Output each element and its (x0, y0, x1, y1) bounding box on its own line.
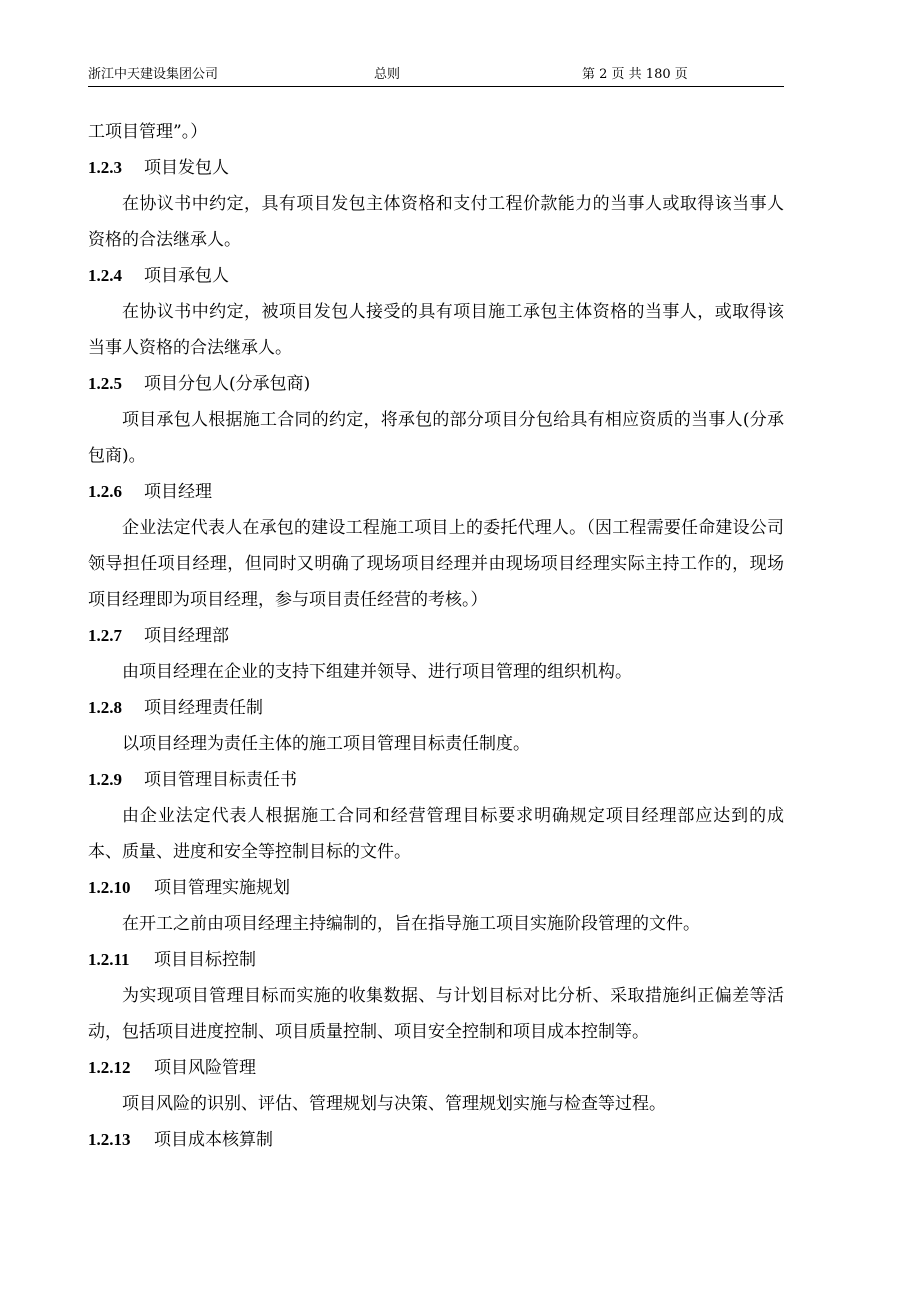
section-number: 1.2.11 (88, 950, 130, 969)
header-section: 总则 (374, 67, 401, 82)
section-number: 1.2.7 (88, 626, 122, 645)
section-body: 项目承包人根据施工合同的约定，将承包的部分项目分包给具有相应资质的当事人(分承包商)。 (88, 410, 784, 466)
section-heading (88, 1122, 784, 1158)
section-body: 由项目经理在企业的支持下组建并领导、进行项目管理的组织机构。 (122, 662, 632, 682)
section-number: 1.2.6 (88, 482, 122, 501)
section-heading (88, 1050, 784, 1086)
section-heading (88, 942, 784, 978)
section-number: 1.2.9 (88, 770, 122, 789)
document-body (88, 114, 784, 1158)
section-title: 项目管理目标责任书 (144, 770, 297, 790)
section-body: 由企业法定代表人根据施工合同和经营管理目标要求明确规定项目经理部应达到的成本、质量、进度和安全等控制目标的文件。 (88, 806, 784, 862)
section-number: 1.2.5 (88, 374, 122, 393)
section-title: 项目目标控制 (154, 950, 256, 970)
section-title: 项目风险管理 (154, 1058, 256, 1078)
section-title: 项目承包人 (144, 266, 229, 286)
section-title: 项目经理 (144, 482, 212, 502)
section-title: 项目管理实施规划 (154, 878, 290, 898)
section-title: 项目成本核算制 (154, 1130, 273, 1150)
section-heading (88, 762, 784, 798)
section-number: 1.2.3 (88, 158, 122, 177)
section-title: 项目分包人(分承包商) (144, 374, 311, 394)
section-heading (88, 618, 784, 654)
section-number: 1.2.10 (88, 878, 131, 897)
section-body: 企业法定代表人在承包的建设工程施工项目上的委托代理人。（因工程需要任命建设公司领导担任项目经理，但同时又明确了现场项目经理并由现场项目经理实际主持工作的，现场项目经理即为项目经理，参与项目责任经营的考核。） (88, 518, 784, 610)
section-heading (88, 690, 784, 726)
section-body: 在协议书中约定，具有项目发包主体资格和支付工程价款能力的当事人或取得该当事人资格的合法继承人。 (88, 194, 784, 250)
header-company: 浙江中天建设集团公司 (88, 67, 219, 82)
section-heading (88, 150, 784, 186)
section-number: 1.2.8 (88, 698, 122, 717)
section-title: 项目发包人 (144, 158, 229, 178)
section-number: 1.2.4 (88, 266, 122, 285)
section-body: 以项目经理为责任主体的施工项目管理目标责任制度。 (122, 734, 530, 754)
section-heading (88, 474, 784, 510)
section-title: 项目经理责任制 (144, 698, 263, 718)
section-body: 在协议书中约定，被项目发包人接受的具有项目施工承包主体资格的当事人，或取得该当事人资格的合法继承人。 (88, 302, 784, 358)
page-header (88, 66, 784, 86)
header-page-info: 第 2 页 共 180 页 (582, 67, 688, 82)
section-body: 项目风险的识别、评估、管理规划与决策、管理规划实施与检查等过程。 (122, 1094, 666, 1114)
section-number: 1.2.12 (88, 1058, 131, 1077)
lead-text: 工项目管理”。） (88, 122, 208, 142)
header-divider (88, 86, 784, 87)
section-heading (88, 870, 784, 906)
section-heading (88, 366, 784, 402)
section-body: 为实现项目管理目标而实施的收集数据、与计划目标对比分析、采取措施纠正偏差等活动，包括项目进度控制、项目质量控制、项目安全控制和项目成本控制等。 (88, 986, 784, 1042)
section-body: 在开工之前由项目经理主持编制的，旨在指导施工项目实施阶段管理的文件。 (122, 914, 700, 934)
section-heading (88, 258, 784, 294)
section-number: 1.2.13 (88, 1130, 131, 1149)
section-title: 项目经理部 (144, 626, 229, 646)
